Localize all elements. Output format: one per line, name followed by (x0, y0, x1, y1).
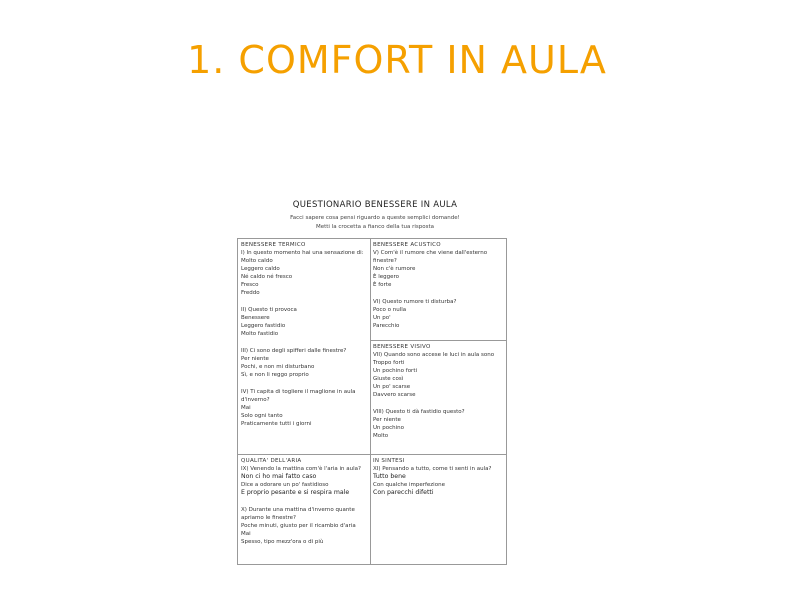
section-header-acustico: BENESSERE ACUSTICO (373, 242, 441, 248)
row-divider-right-1 (370, 340, 506, 341)
option[interactable]: Né caldo né fresco (241, 274, 293, 280)
option[interactable]: Giuste così (373, 376, 404, 382)
section-header-visivo: BENESSERE VISIVO (373, 344, 431, 350)
option[interactable]: Poco o nulla (373, 307, 407, 313)
option[interactable]: Molto (373, 433, 389, 439)
question-10-cont: apriamo le finestre? (241, 515, 296, 521)
question-8: VIII) Questo ti dà fastidio questo? (373, 409, 465, 415)
option[interactable]: Con parecchi difetti (373, 489, 434, 496)
slide-title: 1. COMFORT IN AULA (187, 38, 607, 82)
section-visivo (373, 343, 505, 440)
questionnaire-subtitle-1: Facci sapere cosa pensi riguardo a queste semplici domande! (290, 215, 460, 221)
option[interactable]: Sì, e non li reggo proprio (241, 372, 309, 378)
section-header-termico: BENESSERE TERMICO (241, 242, 306, 248)
question-1: I) In questo momento hai una sensazione di: (241, 250, 364, 256)
option[interactable]: Freddo (241, 290, 260, 296)
question-11: XI) Pensando a tutto, come ti senti in aula? (373, 466, 492, 472)
questionnaire-header (230, 200, 520, 232)
option[interactable]: Un po' scarse (373, 384, 411, 390)
questionnaire-table (237, 238, 507, 565)
section-header-sintesi: IN SINTESI (373, 458, 405, 464)
option[interactable]: Con qualche imperfezione (373, 482, 445, 488)
option[interactable]: Mai (241, 405, 251, 411)
option[interactable]: Molto fastidio (241, 331, 279, 337)
question-10: X) Durante una mattina d'inverno quante (241, 507, 355, 513)
option[interactable]: Parecchio (373, 323, 400, 329)
question-9: IX) Venendo la mattina com'è l'aria in aula? (241, 466, 361, 472)
section-acustico (373, 241, 505, 330)
section-termico (241, 241, 369, 428)
option[interactable]: Molto caldo (241, 258, 273, 264)
question-7: VII) Quando sono accese le luci in aula sono (373, 352, 495, 358)
option[interactable]: Non ci ho mai fatto caso (241, 473, 317, 480)
option[interactable]: Davvero scarse (373, 392, 416, 398)
option[interactable]: Per niente (241, 356, 269, 362)
option[interactable]: Troppo forti (373, 360, 405, 366)
question-5-cont: finestre? (373, 258, 397, 264)
question-2: II) Questo ti provoca (241, 307, 297, 313)
question-5: V) Com'è il rumore che viene dall'esterno (373, 250, 488, 256)
option[interactable]: Un pochino forti (373, 368, 417, 374)
option[interactable]: Fresco (241, 282, 259, 288)
question-3: III) Ci sono degli spifferi dalle finestre? (241, 348, 347, 354)
option[interactable]: È leggero (373, 274, 400, 280)
row-divider-left (238, 454, 370, 455)
option[interactable]: Tutto bene (373, 473, 406, 480)
option[interactable]: È proprio pesante e si respira male (241, 489, 350, 496)
questionnaire-title: QUESTIONARIO BENESSERE IN AULA (292, 200, 458, 210)
option[interactable]: Pochi, e non mi disturbano (241, 364, 315, 370)
option[interactable]: È forte (373, 282, 392, 288)
question-6: VI) Questo rumore ti disturba? (373, 299, 457, 305)
option[interactable]: Benessere (241, 315, 270, 321)
option[interactable]: Leggero fastidio (241, 323, 286, 329)
option[interactable]: Solo ogni tanto (241, 413, 283, 419)
option[interactable]: Non c'è rumore (373, 266, 416, 272)
option[interactable]: Mai (241, 531, 251, 537)
section-aria (241, 457, 369, 546)
question-4: IV) Ti capita di togliere il maglione in aula (241, 389, 356, 395)
option[interactable]: Leggero caldo (241, 266, 280, 272)
option[interactable]: Praticamente tutti i giorni (241, 421, 312, 427)
questionnaire-subtitle-2: Metti la crocetta a fianco della tua risposta (315, 224, 435, 230)
option[interactable]: Poche minuti, giusto per il ricambio d'aria (241, 523, 356, 529)
option[interactable]: Un pochino (373, 425, 405, 431)
option[interactable]: Spesso, tipo mezz'ora o di più (241, 539, 324, 545)
row-divider-right-2 (370, 454, 506, 455)
section-header-aria: QUALITA' DELL'ARIA (241, 458, 302, 464)
option[interactable]: Dice a odorare un po' fastidioso (241, 482, 329, 488)
question-4-cont: d'inverno? (241, 397, 270, 403)
column-divider (370, 239, 371, 564)
option[interactable]: Per niente (373, 417, 401, 423)
section-sintesi (373, 457, 505, 497)
option[interactable]: Un po' (373, 315, 391, 321)
